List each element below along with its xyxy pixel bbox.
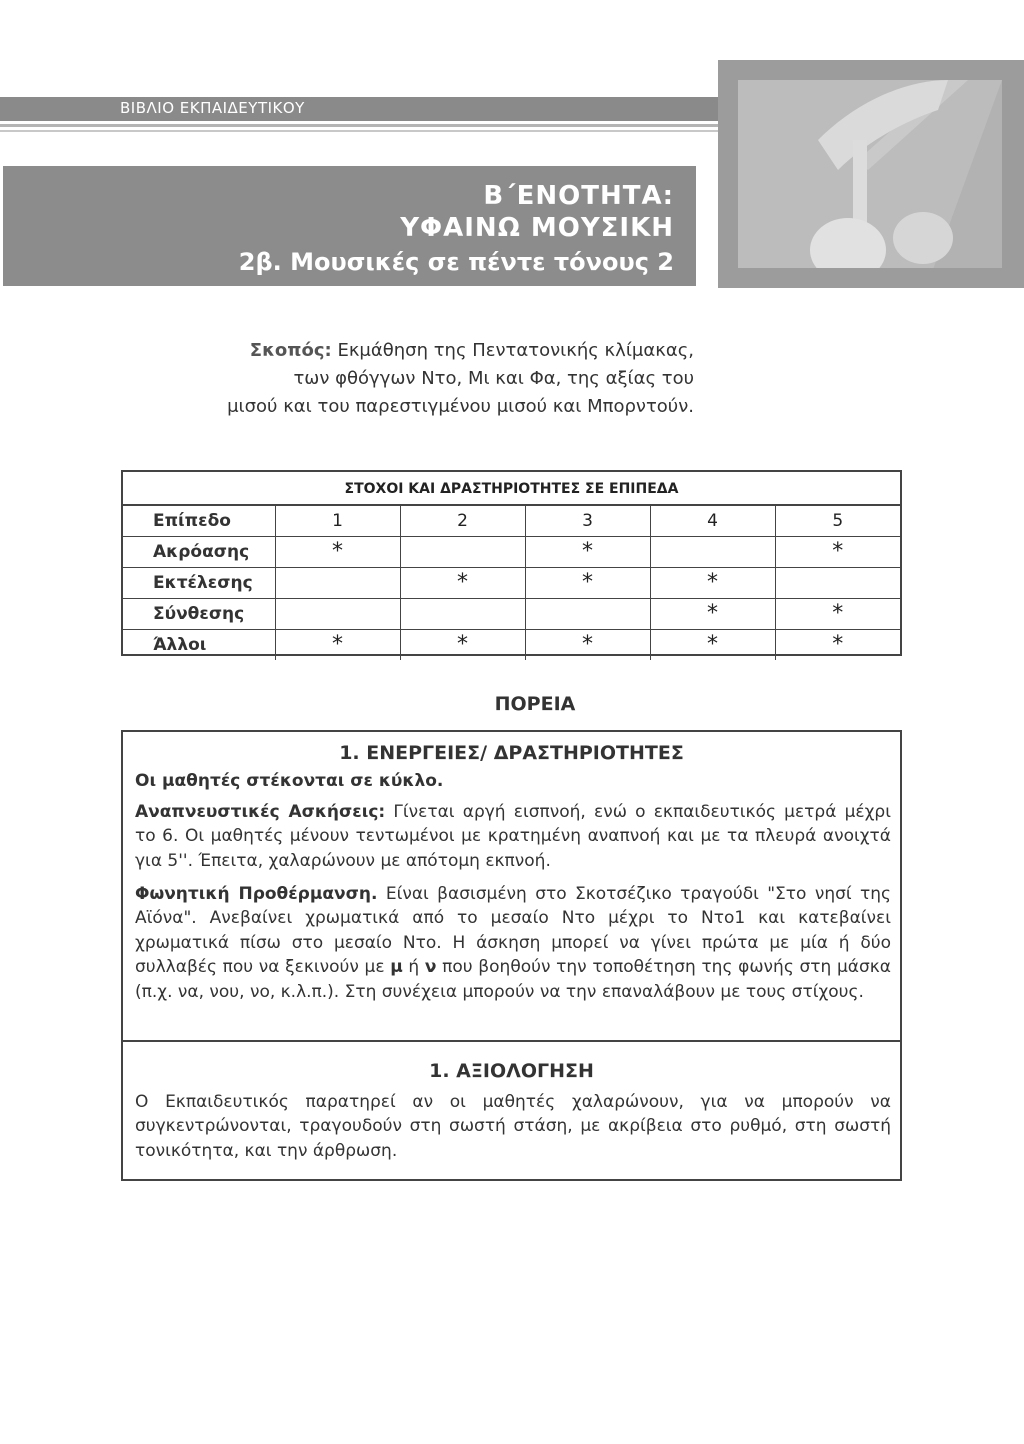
table-cell xyxy=(275,599,400,630)
activities-heading: 1. ΕΝΕΡΓΕΙΕΣ/ ΔΡΑΣΤΗΡΙΟΤΗΤΕΣ xyxy=(339,742,684,764)
table-cell: * xyxy=(400,568,525,599)
table-cell xyxy=(525,599,650,630)
table-cell: * xyxy=(400,630,525,661)
table-row xyxy=(123,599,900,630)
table-cell: 4 xyxy=(650,506,775,537)
goals-table-title: ΣΤΟΧΟΙ ΚΑΙ ΔΡΑΣΤΗΡΙΟΤΗΤΕΣ ΣΕ ΕΠΙΠΕΔΑ xyxy=(123,472,900,506)
table-cell: Άλλοι xyxy=(153,635,207,655)
lesson-title: 2β. Μουσικές σε πέντε τόνους 2 xyxy=(238,248,674,276)
aim-label: Σκοπός: xyxy=(249,340,332,361)
breathing-paragraph xyxy=(135,800,891,873)
goals-table xyxy=(121,470,902,656)
table-cell: * xyxy=(650,599,775,630)
breathing-label: Αναπνευστικές Ασκήσεις: xyxy=(135,802,386,822)
unit-subtitle: ΥΦΑΙΝΩ ΜΟΥΣΙΚΗ xyxy=(400,213,674,243)
table-cell xyxy=(650,537,775,568)
table-header-row xyxy=(123,506,900,537)
table-cell: Εκτέλεσης xyxy=(123,568,275,599)
table-cell: * xyxy=(775,599,900,630)
table-cell: Ακρόασης xyxy=(123,537,275,568)
warmup-paragraph xyxy=(135,882,891,1004)
breathing-text: Γίνεται αργή εισπνοή, ενώ ο εκπαιδευτικός μετρά μέχρι το 6. Οι μαθητές μένουν τεντωμένοι με κρατημένη αναπνοή και με τα πλευρά ανοιχτά για 5''. Έπειτα, χαλαρώνουν με απότομη εκπνοή. xyxy=(135,802,891,871)
table-row xyxy=(123,630,900,661)
table-cell: Επίπεδο xyxy=(123,506,275,537)
table-cell: 2 xyxy=(400,506,525,537)
table-row xyxy=(123,568,900,599)
table-cell: * xyxy=(650,568,775,599)
table-cell: 5 xyxy=(775,506,900,537)
aim-paragraph xyxy=(120,337,694,421)
header-band xyxy=(0,97,718,121)
evaluation-heading: 1. ΑΞΙΟΛΟΓΗΣΗ xyxy=(429,1060,594,1082)
aim-line-1: Εκμάθηση της Πεντατονικής κλίμακας, xyxy=(337,340,694,361)
warmup-text-1: Είναι βασισμένη στο Σκοτσέζικο τραγούδι "Στο νησί της Αϊόνα". Ανεβαίνει χρωματικά από το μεσαίο Ντο μέχρι το Ντο1 και κατεβαίνει χρωματικά πίσω στο μεσαίο Ντο. Η άσκηση μπορεί να γίνει πρώτα με μία ή δύο συλλαβές που να ξεκινούν με xyxy=(135,884,892,978)
goals-grid xyxy=(123,506,900,660)
table-cell: * xyxy=(275,537,400,568)
table-cell: * xyxy=(650,630,775,661)
table-cell: * xyxy=(275,630,400,661)
music-note-image xyxy=(738,80,1002,268)
table-cell: * xyxy=(525,537,650,568)
warmup-label: Φωνητική Προθέρμανση. xyxy=(135,884,378,904)
title-block xyxy=(3,166,696,286)
table-cell xyxy=(775,568,900,599)
table-cell: 3 xyxy=(525,506,650,537)
table-row xyxy=(123,537,900,568)
aim-line-3: μισού και του παρεστιγμένου μισού και Μπορντούν. xyxy=(227,396,694,417)
book-title: ΒΙΒΛΙΟ ΕΚΠΑΙΔΕΥΤΙΚΟΥ xyxy=(120,99,305,117)
warmup-mu: μ xyxy=(390,957,403,978)
table-cell xyxy=(400,599,525,630)
table-cell: * xyxy=(525,630,650,661)
warmup-nu: ν xyxy=(424,957,437,978)
section-divider xyxy=(123,1040,900,1042)
header-rule xyxy=(0,124,718,127)
table-cell: Σύνθεσης xyxy=(123,599,275,630)
table-cell: * xyxy=(525,568,650,599)
table-cell: * xyxy=(775,537,900,568)
aim-line-2: των φθόγγων Ντο, Μι και Φα, της αξίας του xyxy=(293,368,694,389)
evaluation-paragraph: Ο Εκπαιδευτικός παρατηρεί αν οι μαθητές χαλαρώνουν, για να μπορούν να συγκεντρώνονται, τραγουδούν στη σωστή στάση, με ακρίβεια στο ρυθμό, στη σωστή τονικότητα, και την άρθρωση. xyxy=(135,1092,891,1161)
table-cell xyxy=(400,537,525,568)
warmup-text-2: που βοηθούν την τοποθέτηση της φωνής στη μάσκα (π.χ. να, νου, νο, κ.λ.π.). Στη συνέχεια μπορούν να την επαναλάβουν με τους στίχους. xyxy=(135,957,891,1002)
unit-title: Β΄ΕΝΟΤΗΤΑ: xyxy=(483,181,674,211)
course-heading: ΠΟΡΕΙΑ xyxy=(494,693,576,715)
activities-intro: Οι μαθητές στέκονται σε κύκλο. xyxy=(135,771,444,791)
header-rule-thin xyxy=(0,130,718,132)
course-box xyxy=(121,730,902,1181)
table-cell xyxy=(275,568,400,599)
table-cell: * xyxy=(775,630,900,661)
warmup-or: ή xyxy=(402,957,425,978)
table-cell: 1 xyxy=(275,506,400,537)
music-note-icon xyxy=(738,80,1002,268)
